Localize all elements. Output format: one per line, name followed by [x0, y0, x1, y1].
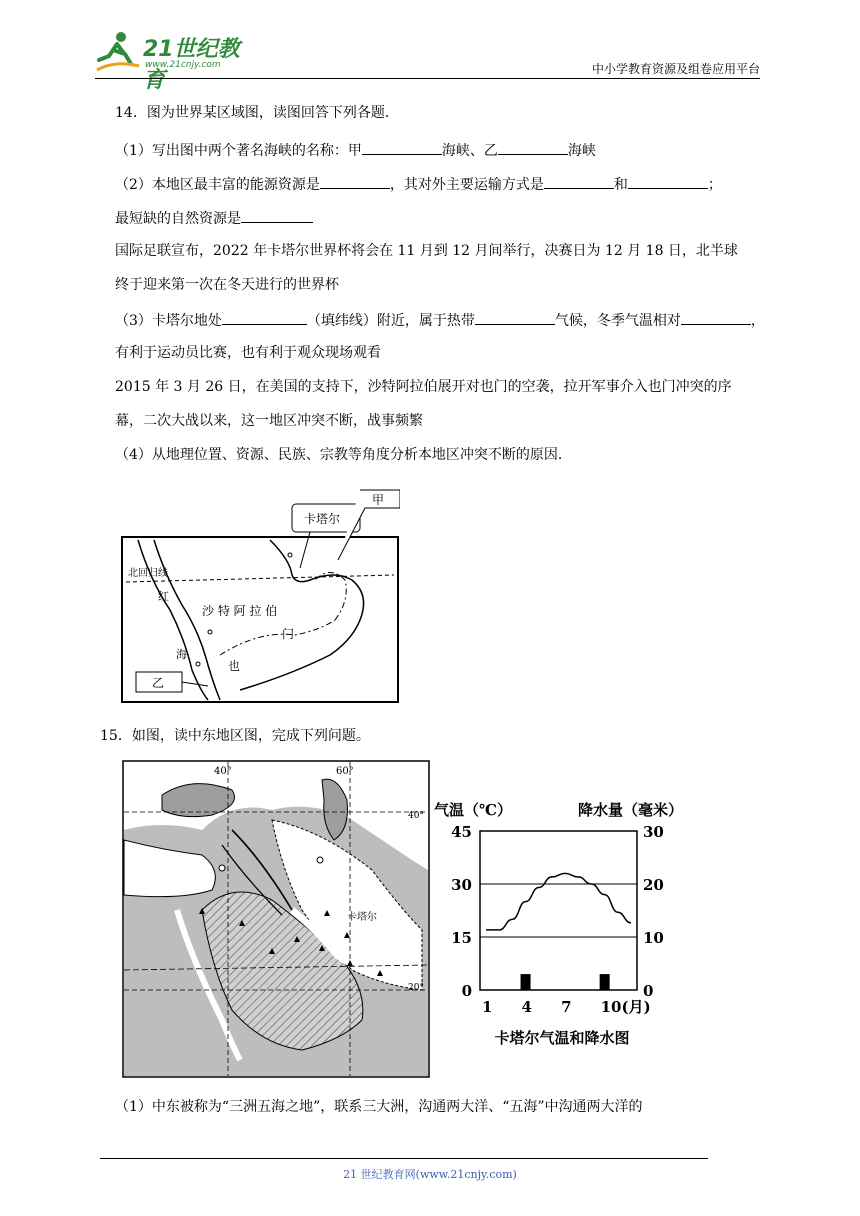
- climate-chart-svg: [432, 785, 694, 1055]
- map2-label-lon40: 40°: [214, 766, 232, 777]
- answer-blank[interactable]: [362, 140, 442, 155]
- header-divider: [95, 78, 760, 79]
- x-tick-label: 1: [482, 998, 493, 1016]
- answer-blank[interactable]: [681, 310, 751, 325]
- answer-blank[interactable]: [628, 174, 708, 189]
- q14-p2-text-b: ，其对外主要运输方式是: [389, 177, 544, 193]
- q14-part1: [115, 140, 596, 160]
- answer-blank[interactable]: [498, 140, 568, 155]
- left-tick-label: 0: [461, 982, 472, 1000]
- x-tick-label: 7: [561, 998, 572, 1016]
- q15-part1: （1）中东被称为“三洲五海之地”，联系三大洲，沟通两大洋、“五海”中沟通两大洋的: [115, 1099, 643, 1115]
- arabian-peninsula-map-svg: [120, 480, 400, 705]
- q14-part4: （4）从地理位置、资源、民族、宗教等角度分析本地区冲突不断的原因．: [115, 447, 572, 463]
- answer-blank[interactable]: [241, 208, 313, 223]
- right-tick-label: 10: [643, 929, 664, 947]
- answer-blank[interactable]: [475, 310, 555, 325]
- q15-title: 15．如图，读中东地区图，完成下列问题。: [100, 728, 370, 744]
- map2-label-qatar: 卡塔尔: [347, 912, 377, 923]
- chart-ylabel-right: 降水量（毫米）: [578, 801, 684, 819]
- chart-ylabel-left: 气温（℃）: [434, 801, 512, 819]
- map2-label-lat40: 40°: [408, 811, 424, 821]
- q14-info2-line2: 幕，二次大战以来，这一地区冲突不断，战事频繁: [115, 413, 423, 429]
- q14-p2-text-e: 最短缺的自然资源是: [115, 211, 241, 227]
- logo-url: www.21cnjy.com: [145, 60, 221, 70]
- x-tick-label: 4: [521, 998, 532, 1016]
- q14-info2-line1: 2015 年 3 月 26 日，在美国的支持下，沙特阿拉伯展开对也门的空袭，拉开军事介入也门冲突的序: [115, 379, 732, 395]
- page-header: [95, 30, 760, 93]
- map2-label-lon60: 60°: [336, 766, 354, 777]
- answer-blank[interactable]: [544, 174, 614, 189]
- map1-label-hong: 红: [158, 590, 169, 603]
- middle-east-map: [122, 760, 430, 1078]
- footer-text: 21 世纪教育网(www.21cnjy.com): [343, 1168, 517, 1181]
- map1-label-ye: 也: [228, 659, 241, 673]
- q14-part3: [115, 310, 765, 330]
- map1-label-men: 门: [282, 627, 295, 641]
- chart-frame: [480, 831, 637, 990]
- q14-p2-text-c: 和: [613, 177, 628, 193]
- q14-p3-text-b: （填纬线）附近，属于热带: [306, 313, 475, 329]
- footer-divider: [100, 1158, 708, 1159]
- precipitation-bar: [600, 974, 610, 990]
- right-tick-label: 0: [643, 982, 654, 1000]
- precipitation-bar: [521, 974, 531, 990]
- x-tick-label: 10(月): [600, 998, 651, 1016]
- right-tick-label: 20: [643, 876, 664, 894]
- left-tick-label: 30: [451, 876, 472, 894]
- q14-part2-cont: [115, 208, 313, 228]
- right-tick-label: 30: [643, 823, 664, 841]
- temperature-line: [486, 873, 631, 930]
- q14-p1-text-a: （1）写出图中两个著名海峡的名称：甲: [115, 143, 362, 159]
- q14-p1-text-c: 海峡: [567, 143, 596, 159]
- left-tick-label: 15: [451, 929, 472, 947]
- q14-info1-line2: 终于迎来第一次在冬天进行的世界杯: [115, 277, 339, 293]
- middle-east-map-svg: [122, 760, 430, 1078]
- chart-title: 卡塔尔气温和降水图: [494, 1029, 630, 1047]
- arabian-peninsula-map: [120, 480, 400, 705]
- q14-p3-text-a: （3）卡塔尔地处: [115, 313, 222, 329]
- q14-p2-text-a: （2）本地区最丰富的能源资源是: [115, 177, 320, 193]
- q14-p2-text-d: ；: [707, 177, 722, 193]
- q14-info1-line1: 国际足联宣布，2022 年卡塔尔世界杯将会在 11 月到 12 月间举行，决赛日为 12 月 18 日，北半球: [115, 243, 738, 259]
- answer-blank[interactable]: [320, 174, 390, 189]
- map1-label-tropic: 北回归线: [128, 568, 168, 579]
- map1-label-yi: 乙: [152, 676, 165, 690]
- runner-logo-icon: [95, 30, 141, 74]
- platform-name: 中小学教育资源及组卷应用平台: [591, 62, 760, 76]
- map2-label-lat20: 20°: [408, 983, 424, 993]
- q14-part2: [115, 174, 722, 194]
- q14-p1-text-b: 海峡、乙: [441, 143, 498, 159]
- map1-label-qatar: 卡塔尔: [304, 512, 341, 526]
- q14-title: 14．图为世界某区域图，读图回答下列各题．: [115, 105, 399, 121]
- q14-p3-text-c: 气候，冬季气温相对: [554, 313, 681, 329]
- q14-part3-cont: 有利于运动员比赛，也有利于观众现场观看: [115, 345, 381, 361]
- left-tick-label: 45: [451, 823, 472, 841]
- map1-label-saudi: 沙 特 阿 拉 伯: [202, 604, 278, 618]
- logo-text: 21世纪教育: [143, 37, 240, 93]
- answer-blank[interactable]: [222, 310, 307, 325]
- site-logo: [95, 30, 260, 93]
- qatar-climate-chart: [432, 785, 694, 1055]
- map1-label-jia: 甲: [372, 493, 385, 507]
- map1-label-hai: 海: [176, 648, 187, 661]
- q14-p3-text-d: ，: [750, 313, 765, 329]
